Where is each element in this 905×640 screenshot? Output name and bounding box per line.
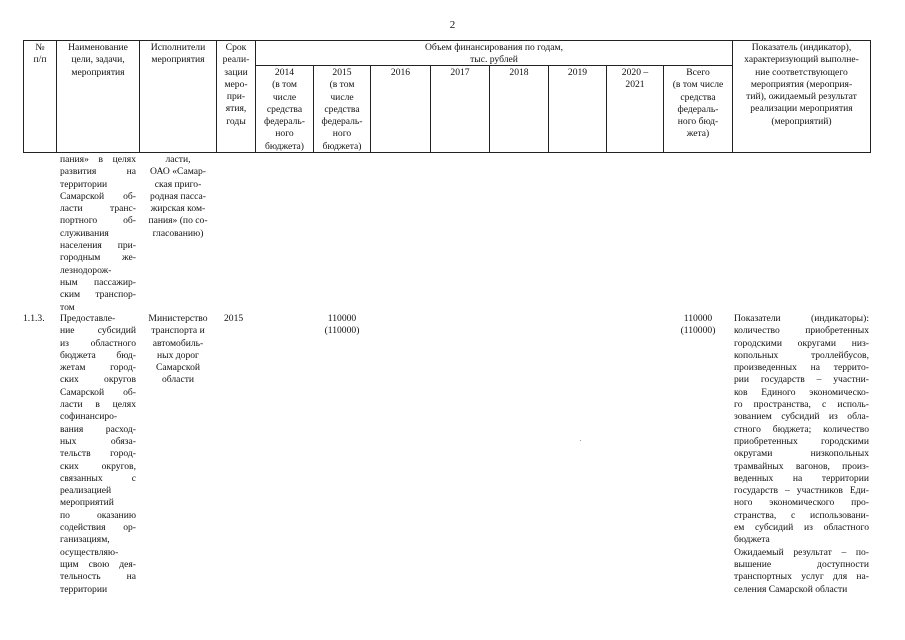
measure-name [60,313,136,596]
indicator-line: рии государств – участни- [734,374,869,386]
measure-name-line: тельств город- [60,448,136,460]
page-number: 2 [449,19,456,31]
measure-name-line: ных обяза- [60,435,136,447]
measure-name-line: ние субсидий [60,325,136,337]
continued-name-line: ным пассажир- [60,276,136,288]
col-header-2018: 2018 [509,67,529,78]
indicator-line: количество приобретенных [734,325,869,337]
col-header-funding: Объем финансирования по годам, тыс. рублей [424,42,564,66]
indicator-line: зованием субсидий из обла- [734,411,869,423]
indicator-line: ков Единого экономическо- [734,386,869,398]
funding-total: 110000 (110000) [680,313,716,337]
continued-name-line: ласти транс- [60,203,136,215]
indicator-line: селения Самарской области [734,583,848,595]
measure-name-line: ласти в целях [60,399,136,411]
measure-name-line: реализацией [60,485,112,497]
row-number: 1.1.3. [23,313,45,324]
measure-name-line: бюджета бюд- [60,349,136,361]
scan-speck [580,440,581,441]
measure-name-line: из областного [60,337,136,349]
col-header-total: Всего (в том числе средства федераль- ного бюд- жета) [672,67,724,140]
indicator-line: ем субсидий из областного [734,522,869,534]
measure-name-line: ских округов, [60,460,136,472]
indicator-line: го пространства, с исполь- [734,399,869,411]
continued-name-line: том [60,301,75,313]
continued-name-line: Самарской об- [60,190,136,202]
measure-name-line: щим свою дея- [60,558,136,570]
continued-name-line: развития на [60,166,136,178]
continued-name-line: населения при- [60,240,136,252]
measure-name-line: софинансиро- [60,411,118,423]
continued-name-line: лезнодорож- [60,264,112,276]
col-header-name: Наименование цели, задачи, мероприятия [68,42,128,78]
measure-name-line: ских округов [60,374,136,386]
measure-executors: Министерство транспорта и автомобиль- ных дорог Самарской области [148,313,208,386]
indicator-line: транспортных услуг для на- [734,571,869,583]
funding-2015: 110000 (110000) [324,313,360,337]
col-header-executors: Исполнители мероприятия [150,42,206,66]
measure-name-line: жетам город- [60,362,136,374]
measure-term: 2015 [224,313,244,324]
indicator-line: вышение доступности [734,558,869,570]
indicator-line: государств – участников Еди- [734,485,869,497]
continued-name-line: городным же- [60,252,136,264]
measure-name-line: Предоставле- [60,313,116,324]
measure-name-line: Самарской об- [60,386,136,398]
indicator-line: бюджета [734,534,770,546]
continued-measure-name [60,154,136,314]
continued-name-line: территории [60,178,108,190]
measure-name-line: связанных с [60,472,136,484]
indicator-line: стного бюджета; количество [734,423,869,435]
indicator-line: ного экономического про- [734,497,869,509]
indicator-line: Ожидаемый результат – по- [734,546,869,558]
col-header-2015: 2015 (в том числе средства федераль- ного бюджета) [321,67,363,152]
measure-name-line: территории [60,583,108,595]
measure-name-line: содействия ор- [60,522,136,534]
measure-name-line: ганизациям, [60,534,110,546]
continued-name-line: портного об- [60,215,136,227]
col-header-2020-2021: 2020 – 2021 [621,67,649,91]
measure-name-line: вания расход- [60,423,136,435]
col-header-2017: 2017 [450,67,470,78]
measure-name-line: по оказанию [60,509,136,521]
measure-name-line: мероприятий [60,497,114,509]
col-header-2019: 2019 [567,67,588,78]
continued-executors: ласти, ОАО «Самар- ская приго- родная пасса- жирская ком- пания» (по со- гласованию) [148,154,208,239]
indicator-line: произведенных на террито- [734,362,869,374]
measure-name-line: тельность на [60,571,136,583]
indicator-line: копольных троллейбусов, [734,349,869,361]
col-header-term: Срок реали- зации меро- при- ятия, годы [222,42,250,127]
col-header-2016: 2016 [390,67,411,78]
indicator-line: округами низкопольных [734,448,869,460]
continued-name-line: пания» в целях [60,154,136,165]
indicator-line: Показатели (индикаторы): [734,313,869,324]
indicator-line: странства, с использовани- [734,509,869,521]
measure-indicator [734,313,869,596]
measure-name-line: осуществляю- [60,546,119,558]
continued-name-line: ским транспор- [60,289,136,301]
indicator-line: веденных на территории [734,472,869,484]
col-header-indicator: Показатель (индикатор), характеризующий выполне- ние соответствующего мероприятия (мероприя- тий), ожидаемый результат реализации мероприятия (мероприятий) [744,42,859,127]
col-header-2014: 2014 (в том числе средства федераль- ного бюджета) [264,67,305,152]
indicator-line: приобретенных городскими [734,435,869,447]
continued-name-line: служивания [60,227,109,239]
indicator-line: трамвайных вагонов, произ- [734,460,869,472]
col-header-number: № п/п [33,42,47,66]
indicator-line: городскими округами низ- [734,337,869,349]
